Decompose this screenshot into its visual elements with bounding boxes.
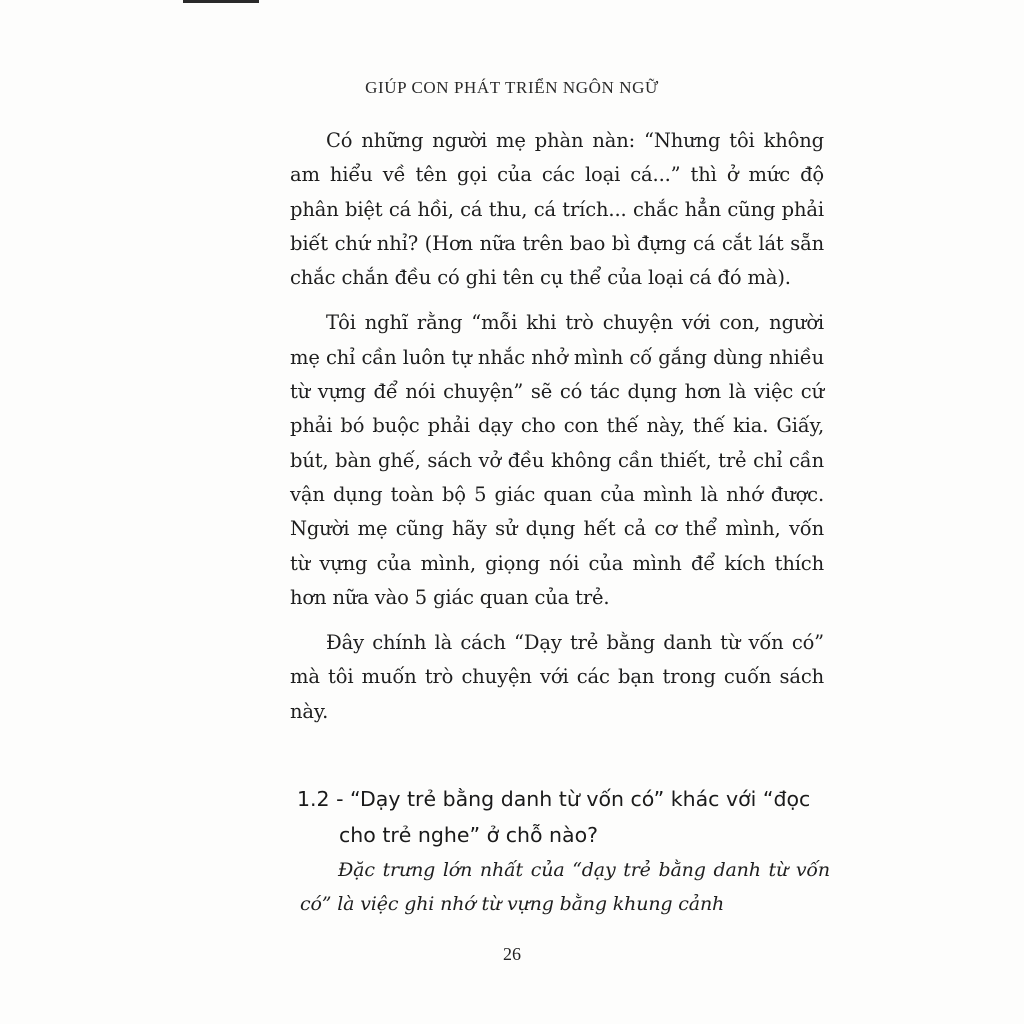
paragraph: Tôi nghĩ rằng “mỗi khi trò chuyện với con, người mẹ chỉ cần luôn tự nhắc nhở mình cố gắng dùng nhiều từ vựng để nói chuyện” sẽ có tác dụng hơn là việc cứ phải bó buộc phải dạy cho con thế này, thế kia. Giấy, bút, bàn ghế, sách vở đều không cần thiết, trẻ chỉ cần vận dụng toàn bộ 5 giác quan của mình là nhớ được. Người mẹ cũng hãy sử dụng hết cả cơ thể mình, vốn từ vựng của mình, giọng nói của mình để kích thích hơn nữa vào 5 giác quan của trẻ. [290,311,824,609]
running-title: GIÚP CON PHÁT TRIỂN NGÔN NGỮ [365,78,659,97]
italic-paragraph: Đặc trưng lớn nhất của “dạy trẻ bằng danh từ vốn có” là việc ghi nhớ từ vựng bằng khung cảnh [300,859,830,915]
italic-text [300,853,830,921]
section-heading: 1.2 - “Dạy trẻ bằng danh từ vốn có” khác với “đọc cho trẻ nghe” ở chỗ nào? [297,787,811,847]
page-number: 26 [503,944,521,964]
top-rule [183,0,259,3]
paragraph: Có những người mẹ phàn nàn: “Nhưng tôi không am hiểu về tên gọi của các loại cá...” thì ở mức độ phân biệt cá hồi, cá thu, cá trích... chắc hẳn cũng phải biết chứ nhỉ? (Hơn nữa trên bao bì đựng cá cắt lát sẵn chắc chắn đều có ghi tên cụ thể của loại cá đó mà). [290,129,824,290]
paragraph: Đây chính là cách “Dạy trẻ bằng danh từ vốn có” mà tôi muốn trò chuyện với các bạn trong cuốn sách này. [290,631,824,723]
body-text [290,124,824,740]
